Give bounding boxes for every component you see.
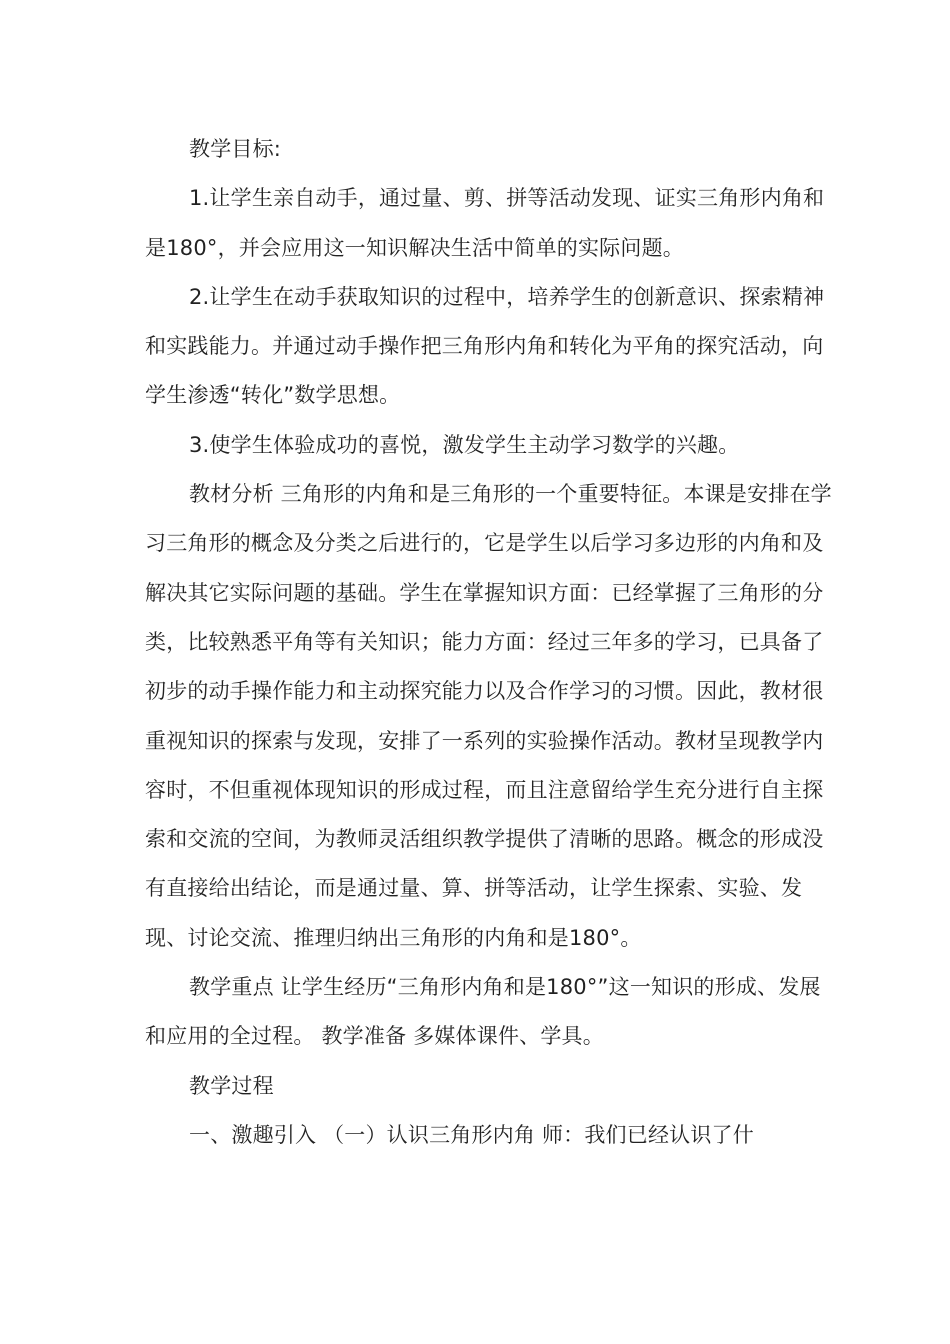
heading-teaching-goals: 教学目标: xyxy=(189,137,282,161)
document-body xyxy=(145,125,835,1160)
heading-teaching-process: 教学过程 xyxy=(189,1073,274,1098)
goal-item-1: 1.让学生亲自动手，通过量、剪、拼等活动发现、证实三角形内角和是180°，并会应用这一知识解决生活中简单的实际问题。 xyxy=(145,186,825,260)
textbook-analysis-paragraph: 教材分析 三角形的内角和是三角形的一个重要特征。本课是安排在学习三角形的概念及分类之后进行的，它是学生以后学习多边形的内角和及解决其它实际问题的基础。学生在掌握知识方面：已经掌握了三角形的分类，比较熟悉平角等有关知识；能力方面：经过三年多的学习，已具备了初步的动手操作能力和主动探究能力以及合作学习的习惯。因此，教材很重视知识的探索与发现，安排了一系列的实验操作活动。教材呈现教学内容时，不但重视体现知识的形成过程，而且注意留给学生充分进行自主探索和交流的空间，为教师灵活组织教学提供了清晰的思路。概念的形成没有直接给出结论，而是通过量、算、拼等活动，让学生探索、实验、发现、讨论交流、推理归纳出三角形的内角和是180°。 xyxy=(145,482,832,950)
section-one-intro: 一、激趣引入 （一）认识三角形内角 师：我们已经认识了什 xyxy=(189,1122,754,1147)
teaching-focus-paragraph: 教学重点 让学生经历“三角形内角和是180°”这一知识的形成、发展和应用的全过程。 教学准备 多媒体课件、学具。 xyxy=(145,975,821,1049)
goal-item-3: 3.使学生体验成功的喜悦，激发学生主动学习数学的兴趣。 xyxy=(189,432,740,457)
goal-item-2: 2.让学生在动手获取知识的过程中，培养学生的创新意识、探索精神和实践能力。并通过动手操作把三角形内角和转化为平角的探究活动，向学生渗透“转化”数学思想。 xyxy=(145,284,825,408)
